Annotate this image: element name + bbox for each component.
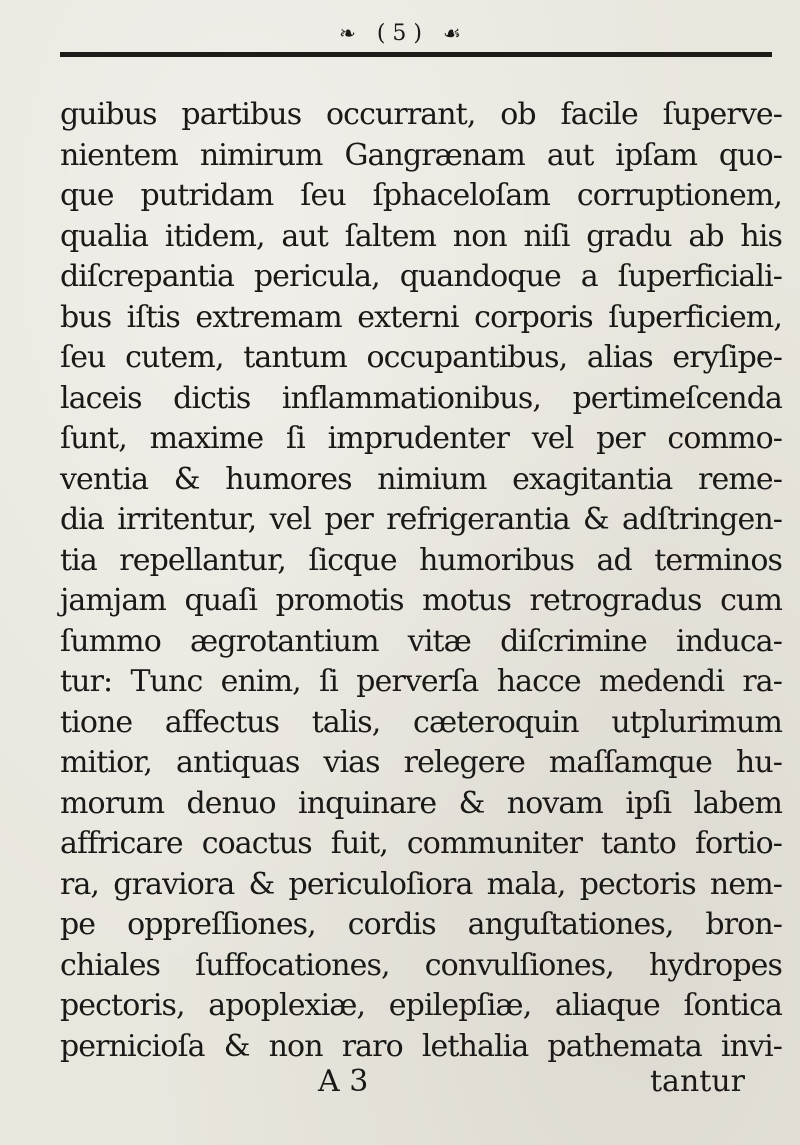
text-line: pe oppreſſiones, cordis anguſtationes, bron- [60,907,782,942]
text-line: ſummo ægrotantium vitæ diſcrimine induca- [60,623,782,659]
page-number: ( 5 ) [376,21,422,46]
text-line: ſeu cutem, tantum occupantibus, alias eryſipe- [60,340,782,375]
text-line: que putridam ſeu ſphaceloſam corruptionem, [60,178,782,213]
text-line: tia repellantur, ſicque humoribus ad terminos [60,542,782,578]
text-line: nientem nimirum Gangrænam aut ipſam quo- [60,137,782,173]
text-line: pernicioſa & non raro lethalia pathemata invi- [60,1028,782,1064]
text-line: affricare coactus fuit, communiter tanto fortio- [60,826,782,861]
text-line: guibus partibus occurrant, ob facile ſuperve- [60,97,782,132]
text-line: laceis dictis inflammationibus, pertimeſcenda [60,380,782,416]
running-header [0,18,800,49]
signature-mark: A 3 [318,1064,369,1099]
text-line: diſcrepantia pericula, quandoque a ſuperficiali- [60,259,782,294]
text-line: ventia & humores nimium exagitantia reme- [60,461,782,497]
text-line: chiales ſuffocationes, convulſiones, hydropes [60,947,782,983]
text-line: morum denuo inquinare & novam ipſi labem [60,785,782,821]
text-line: bus iſtis extremam externi corporis ſuperficiem, [60,299,782,335]
text-line: jamjam quaſi promotis motus retrogradus cum [60,583,782,618]
text-line: dia irritentur, vel per refrigerantia & adſtringen- [60,502,782,537]
left-fleuron-icon: ❧ [339,21,356,45]
header-rule [60,52,772,57]
text-line: ra, graviora & periculoſiora mala, pectoris nem- [60,866,782,902]
text-line: qualia itidem, aut ſaltem non niſi gradu ab his [60,218,782,254]
right-fleuron-icon: ☙ [442,21,461,45]
text-line: tione affectus talis, cæteroquin utplurimum [60,704,782,740]
text-line: tur: Tunc enim, ſi perverſa hacce medendi ra- [60,664,782,699]
page-footer [0,1062,800,1102]
text-line: ſunt, maxime ſi imprudenter vel per commo- [60,421,782,456]
text-line: mitior, antiquas vias relegere maſſamque hu- [60,745,782,780]
text-line: pectoris, apoplexiæ, epilepſiæ, aliaque ſontica [60,988,782,1023]
catchword: tantur [650,1064,745,1099]
body-text [60,95,782,1067]
